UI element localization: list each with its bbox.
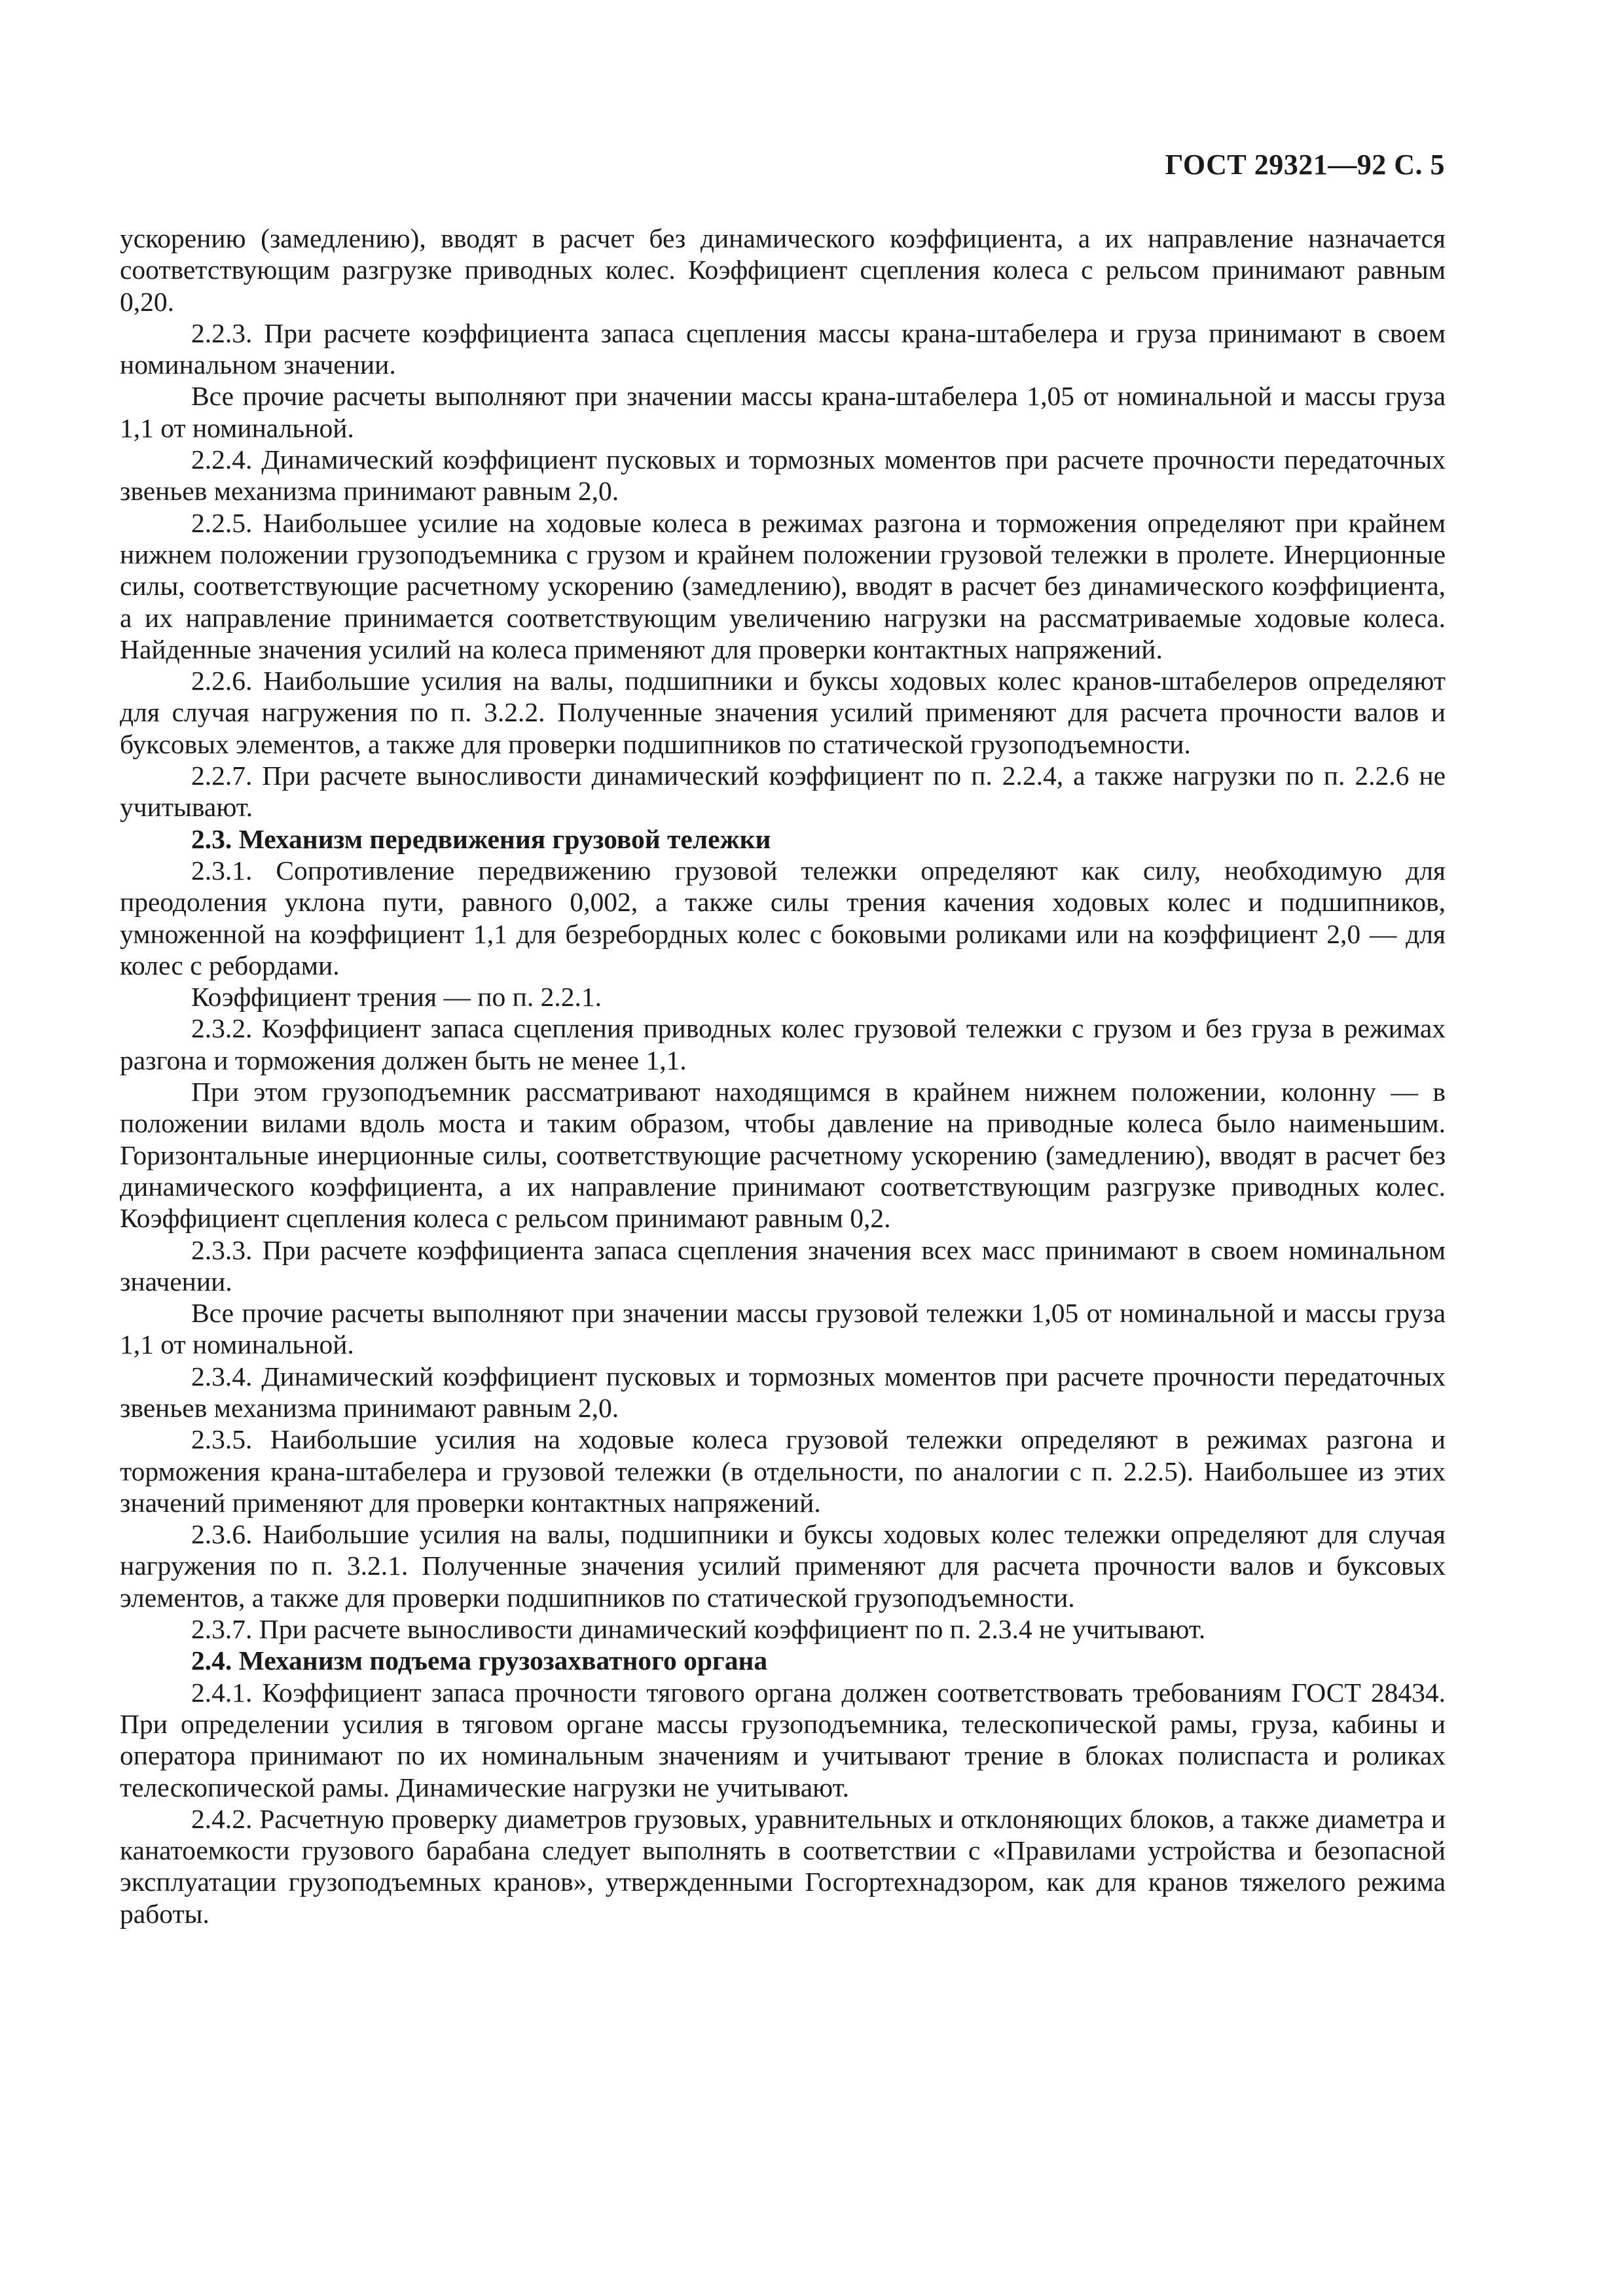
paragraph: При этом грузоподъемник рассматривают находящимся в крайнем нижнем положении, колонну — в положении вилами вдоль моста и таким образом, чтобы давление на приводные колеса было наименьшим. Горизонтальные инерционные силы, соответствующие расчетному ускорению (замедлению), вводят в расчет без динамического коэффициента, а их направление принимают соответствующим разгрузке приводных колес. Коэффициент сцепления колеса с рельсом принимают равным 0,2. <box>120 1077 1446 1234</box>
clause-2-2-3: 2.2.3. При расчете коэффициента запаса сцепления массы крана-штабелера и груза принимают в своем номинальном значении. <box>120 317 1446 380</box>
clause-2-2-5: 2.2.5. Наибольшее усилие на ходовые колеса в режимах разгона и торможения определяют при крайнем нижнем положении грузоподъемника с грузом и крайнем положении грузовой тележки в пролете. Инерционные силы, соответствующие расчетному ускорению (замедлению), вводят в расчет без динамического коэффициента, а их направление принимается соответствующим увеличению нагрузки на рассматриваемые ходовые колеса. Найденные значения усилий на колеса применяют для проверки контактных напряжений. <box>120 507 1446 664</box>
clause-2-3-7: 2.3.7. При расчете выносливости динамический коэффициент по п. 2.3.4 не учитывают. <box>191 1614 1206 1645</box>
clause-2-3-3: 2.3.3. При расчете коэффициента запаса сцепления значения всех масс принимают в своем номинальном значении. <box>120 1234 1446 1297</box>
clause-2-2-4: 2.2.4. Динамический коэффициент пусковых и тормозных моментов при расчете прочности передаточных звеньев механизма принимают равным 2,0. <box>120 444 1446 507</box>
paragraph: Все прочие расчеты выполняют при значении массы грузовой тележки 1,05 от номинальной и массы груза 1,1 от номинальной. <box>120 1298 1446 1360</box>
clause-2-2-6: 2.2.6. Наибольшие усилия на валы, подшипники и буксы ходовых колес кранов-штабелеров определяют для случая нагружения по п. 3.2.2. Полученные значения усилий применяют для расчета прочности валов и буксовых элементов, а также для проверки подшипников по статической грузоподъемности. <box>120 666 1446 759</box>
clause-2-3-4: 2.3.4. Динамический коэффициент пусковых и тормозных моментов при расчете прочности передаточных звеньев механизма принимают равным 2,0. <box>120 1361 1446 1423</box>
running-header: ГОСТ 29321—92 С. 5 <box>1165 149 1445 181</box>
section-heading-2-3: 2.3. Механизм передвижения грузовой тележки <box>191 823 771 854</box>
document-body <box>120 223 1446 1929</box>
paragraph: Коэффициент трения — по п. 2.2.1. <box>191 982 602 1013</box>
clause-2-3-6: 2.3.6. Наибольшие усилия на валы, подшипники и буксы ходовых колес тележки определяют для случая нагружения по п. 3.2.1. Полученные значения усилий применяют для расчета прочности валов и буксовых элементов, а также для проверки подшипников по статической грузоподъемности. <box>120 1519 1446 1613</box>
clause-2-4-2: 2.4.2. Расчетную проверку диаметров грузовых, уравнительных и отклоняющих блоков, а также диаметра и канатоемкости грузового барабана следует выполнять в соответствии с «Правилами устройства и безопасной эксплуатации грузоподъемных кранов», утвержденными Госгортехнадзором, как для кранов тяжелого режима работы. <box>120 1803 1446 1929</box>
clause-2-3-1: 2.3.1. Сопротивление передвижению грузовой тележки определяют как силу, необходимую для преодоления уклона пути, равного 0,002, а также силы трения качения ходовых колес и подшипников, умноженной на коэффициент 1,1 для безребордных колес с боковыми роликами или на коэффициент 2,0 — для колес с ребордами. <box>120 855 1446 980</box>
section-heading-2-4: 2.4. Механизм подъема грузозахватного органа <box>191 1645 768 1676</box>
clause-2-3-2: 2.3.2. Коэффициент запаса сцепления приводных колес грузовой тележки с грузом и без груза в режимах разгона и торможения должен быть не менее 1,1. <box>120 1013 1446 1075</box>
clause-2-2-7: 2.2.7. При расчете выносливости динамический коэффициент по п. 2.2.4, а также нагрузки по п. 2.2.6 не учитывают. <box>120 761 1446 823</box>
clause-2-4-1: 2.4.1. Коэффициент запаса прочности тягового органа должен соответствовать требованиям ГОСТ 28434. При определении усилия в тяговом органе массы грузоподъемника, телескопической рамы, груза, кабины и оператора принимают по их номинальным значениям и учитывают трение в блоках полиспаста и роликах телескопической рамы. Динамические нагрузки не учитывают. <box>120 1677 1446 1803</box>
paragraph: Все прочие расчеты выполняют при значении массы крана-штабелера 1,05 от номинальной и массы груза 1,1 от номинальной. <box>120 381 1446 443</box>
paragraph-continuation: ускорению (замедлению), вводят в расчет без динамического коэффициента, а их направление назначается соответствующим разгрузке приводных колес. Коэффициент сцепления колеса с рельсом принимают равным 0,20. <box>120 223 1446 317</box>
clause-2-3-5: 2.3.5. Наибольшие усилия на ходовые колеса грузовой тележки определяют в режимах разгона и торможения крана-штабелера и грузовой тележки (в отдельности, по аналогии с п. 2.2.5). Наибольшее из этих значений применяют для проверки контактных напряжений. <box>120 1424 1446 1518</box>
